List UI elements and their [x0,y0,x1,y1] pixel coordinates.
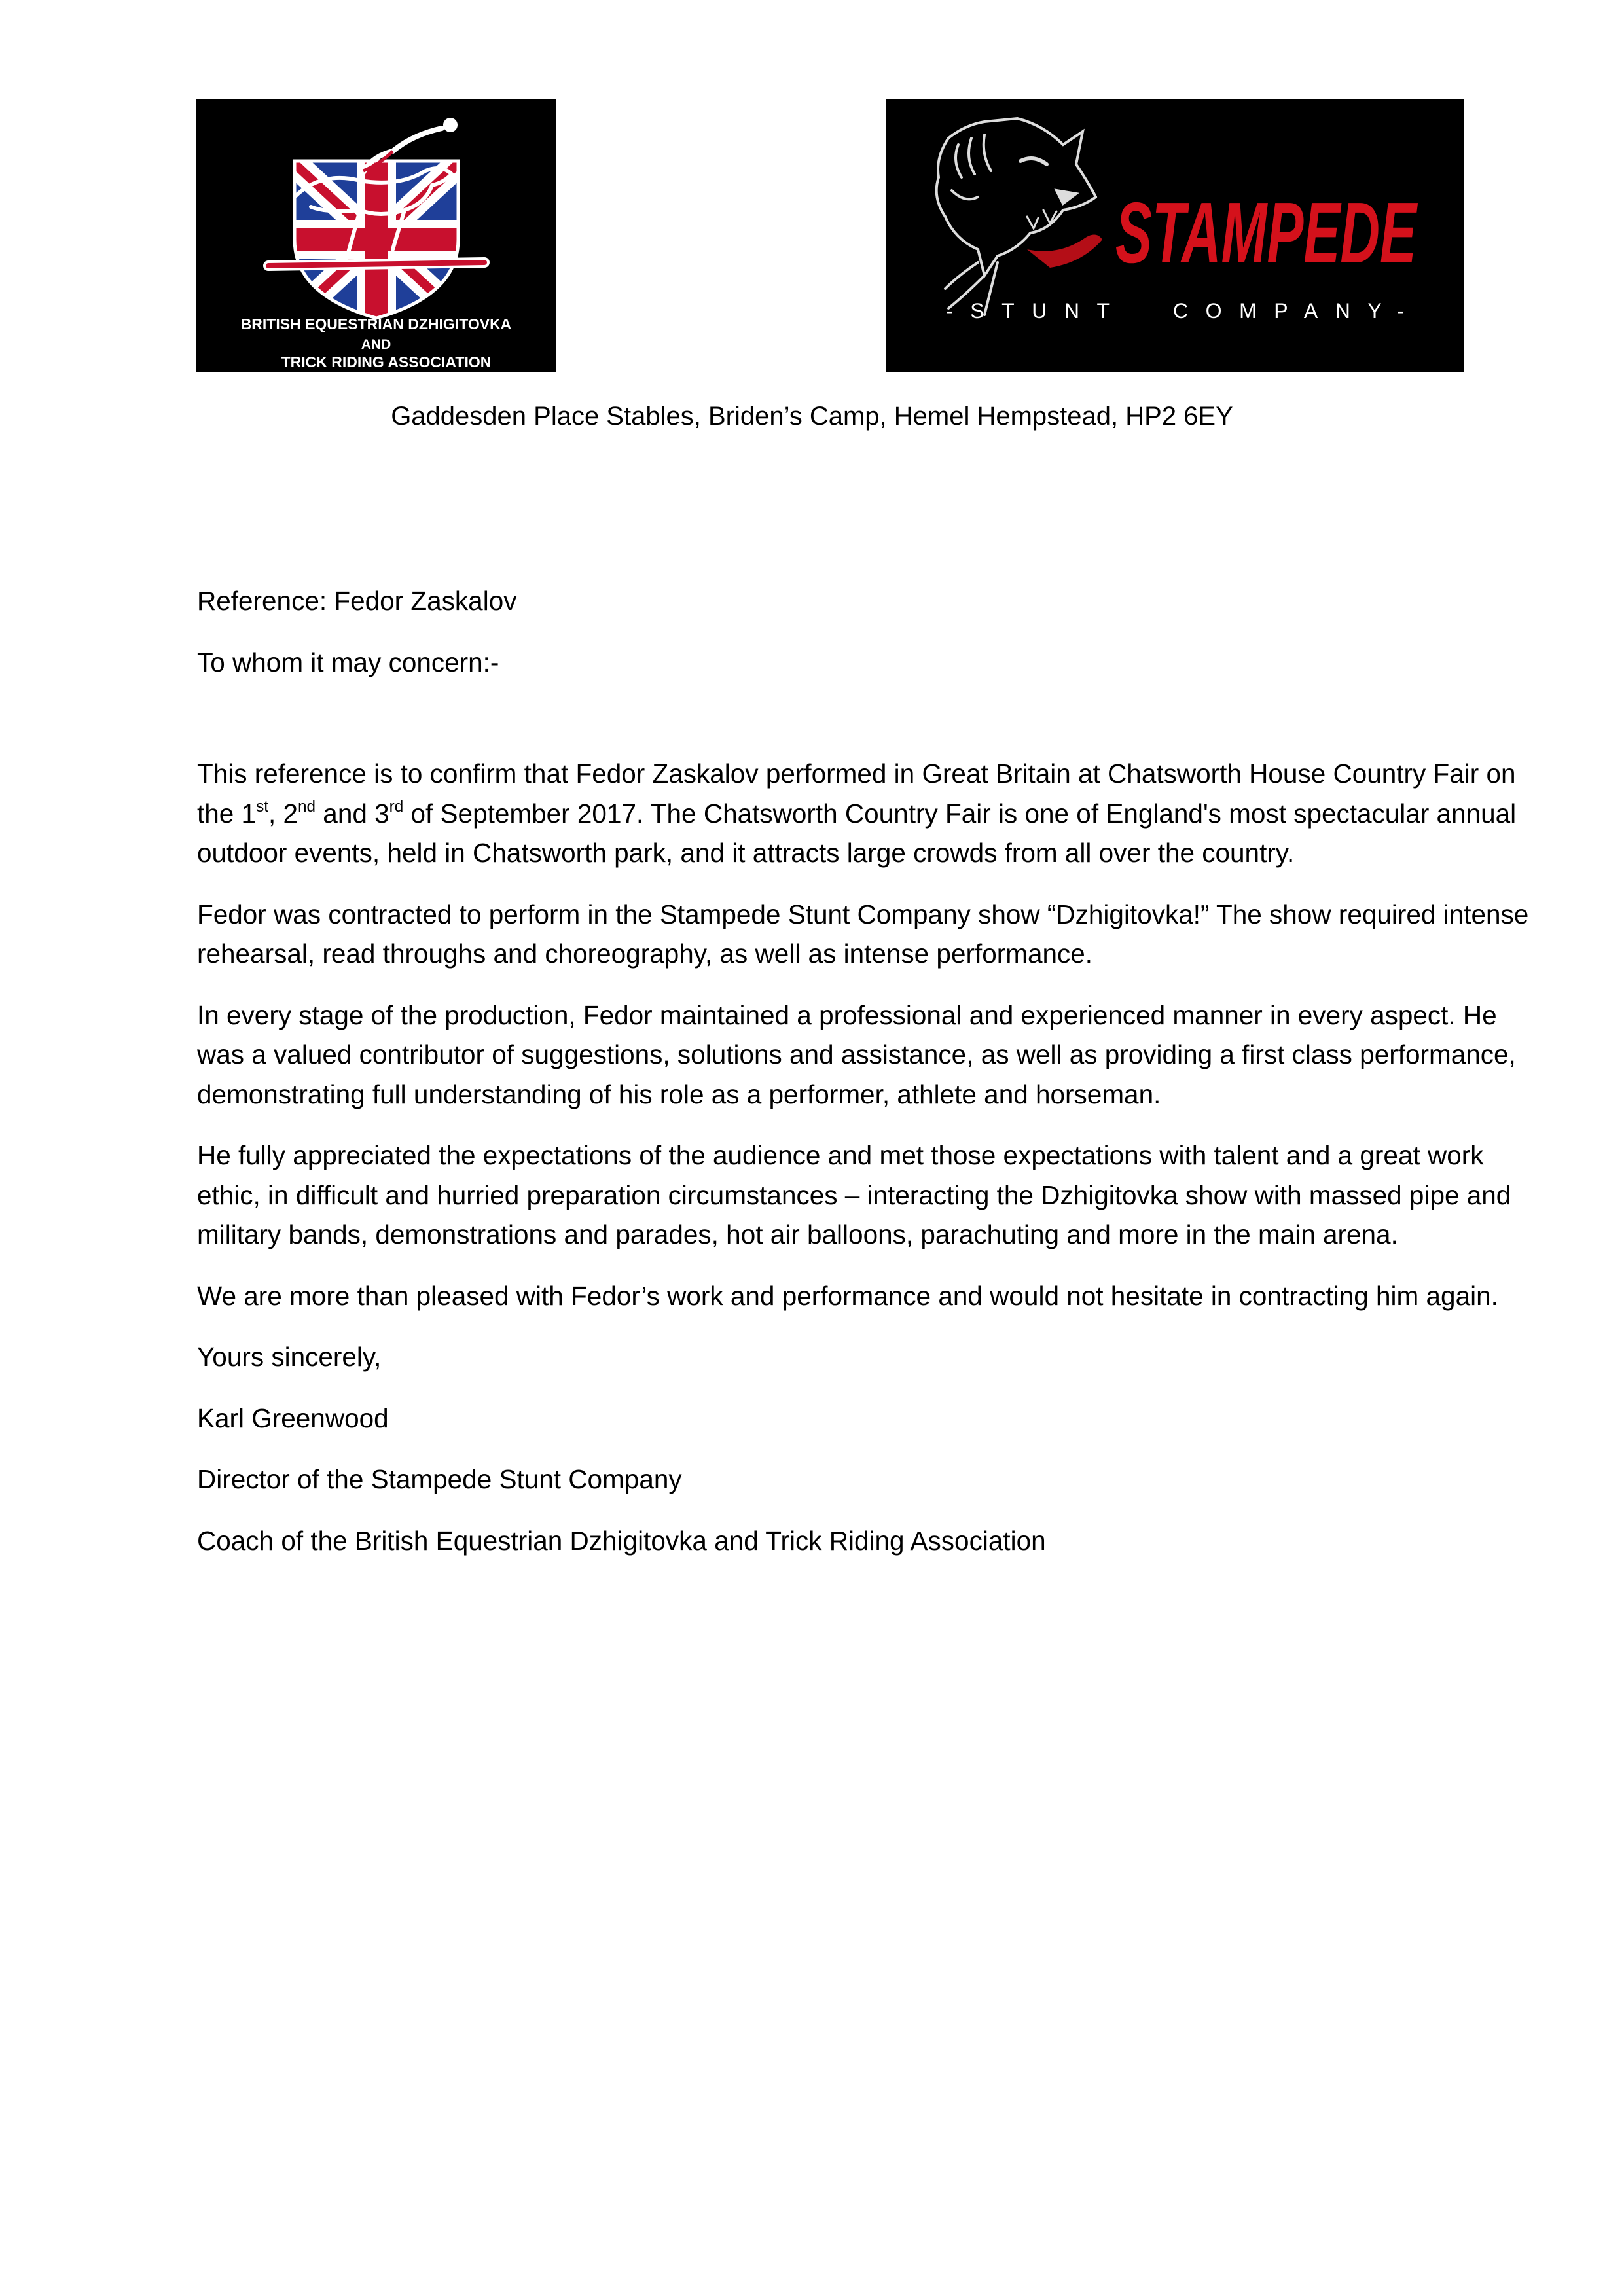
paragraph-1 [197,754,1539,873]
letter-body [197,581,1539,1582]
logo-left-line3: TRICK RIDING ASSOCIATION [281,353,492,370]
paragraph-1-part-c: and 3 [316,798,389,829]
paragraph-1-part-d: of September 2017. The Chatsworth Country Fair is one of England's most spectacular annual outdoor events, held in Chatsworth park, and it attracts large crowds from all over the country. [197,798,1517,868]
ordinal-suffix-2: nd [298,797,316,816]
stampede-brand: STAMPEDE [1115,185,1418,281]
salutation: To whom it may concern:- [197,647,499,677]
stampede-tagline: -STUNT COMPANY- [946,299,1404,323]
signatory-title-coach: Coach of the British Equestrian Dzhigitovka and Trick Riding Association [197,1525,1046,1556]
ordinal-suffix-1: st [256,797,268,816]
signatory-name: Karl Greenwood [197,1403,389,1433]
logo-left-line1: BRITISH EQUESTRIAN DZHIGITOVKA [240,315,512,332]
wolf-head-icon [937,118,1096,315]
paragraph-4: He fully appreciated the expectations of the audience and met those expectations with talent and a great work ethic, in difficult and hurried preparation circumstances – interacting the Dzhigitovka show with massed pipe and military bands, demonstrations and parades, hot air balloons, parachuting and more in the main arena. [197,1140,1511,1249]
closing: Yours sincerely, [197,1342,382,1372]
stampede-logo [886,99,1464,372]
reference-line: Reference: Fedor Zaskalov [197,586,517,616]
paragraph-3: In every stage of the production, Fedor maintained a professional and experienced manner in every aspect. He was a valued contributor of suggestions, solutions and assistance, as well as providing a first class performance, demonstrating full understanding of his role as a performer, athlete and horseman. [197,999,1516,1109]
bedtra-logo [196,99,556,372]
paragraph-2: Fedor was contracted to perform in the Stampede Stunt Company show “Dzhigitovka!” The show required intense rehearsal, read throughs and choreography, as well as intense performance. [197,899,1529,969]
stampede-stunt-company-logo [886,99,1464,372]
ordinal-suffix-3: rd [389,797,404,816]
logo-left-line2: AND [361,337,391,352]
paragraph-1-part-b: , 2 [268,798,298,829]
signatory-title-director: Director of the Stampede Stunt Company [197,1464,682,1494]
paragraph-5: We are more than pleased with Fedor’s work and performance and would not hesitate in contracting him again. [197,1280,1498,1311]
paragraph-1-part-a: This reference is to confirm that Fedor Zaskalov performed in Great Britain at Chatsworth House Country Fair on the 1 [197,759,1516,829]
trick-rider-union-jack-shield-icon [196,99,556,372]
address-line: Gaddesden Place Stables, Briden’s Camp, Hemel Hempstead, HP2 6EY [391,402,1233,431]
